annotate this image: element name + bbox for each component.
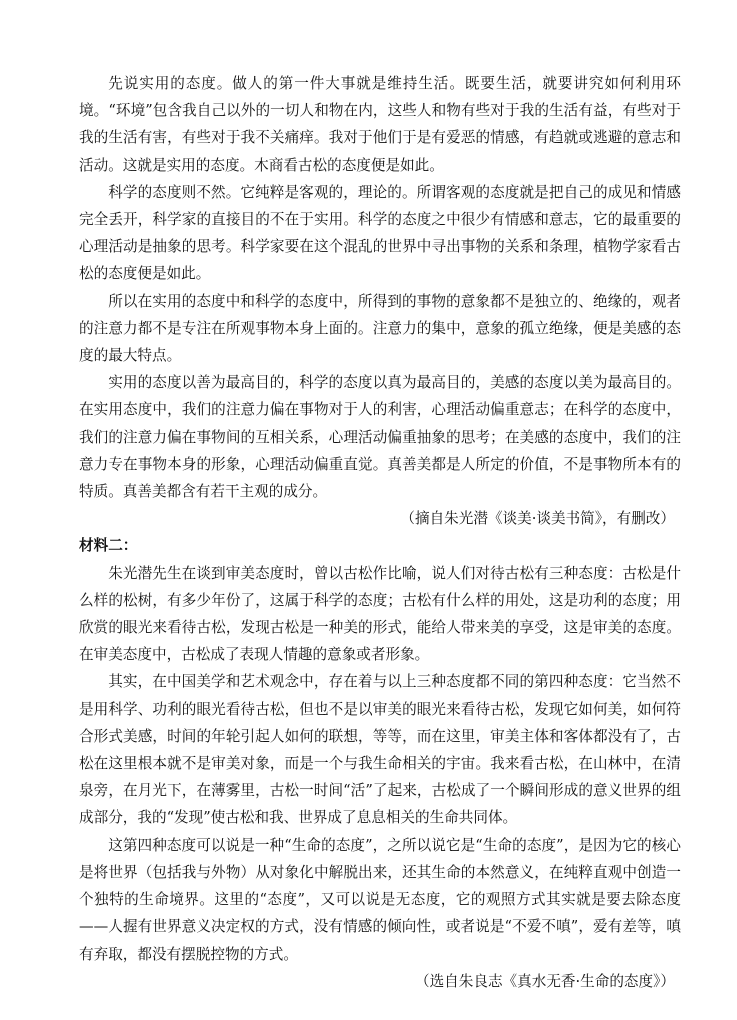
- paragraph: 其实，在中国美学和艺术观念中，存在着与以上三种态度都不同的第四种态度：它当然不是用科学、功利的眼光看待古松，但也不是以审美的眼光来看待古松，发现它如何美，如何符合形式美感，时间的年轮引起人如何的联想，等等，而在这里，审美主体和客体都没有了，古松在这里根本就不是审美对象，而是一个与我生命相关的宇宙。我来看古松，在山林中，在清泉旁，在月光下，在薄雾里，古松一时间“活”了起来，古松成了一个瞬间形成的意义世界的组成部分，我的“发现”使古松和我、世界成了息息相关的生命共同体。: [79, 673, 681, 827]
- paragraph: 先说实用的态度。做人的第一件大事就是维持生活。既要生活，就要讲究如何利用环境。“环境”包含我自己以外的一切人和物在内，这些人和物有些对于我的生活有益，有些对于我的生活有害，有些对于我不关痛痒。我对于他们于是有爱恶的情感，有趋就或逃避的意志和活动。这就是实用的态度。木商看古松的态度便是如此。: [79, 75, 681, 174]
- source-citation: （摘自朱光潜《谈美·谈美书简》，有删改）: [400, 510, 675, 528]
- paragraph: 这第四种态度可以说是一种“生命的态度”，之所以说它是“生命的态度”，是因为它的核心是将世界（包括我与外物）从对象化中解脱出来，还其生命的本然意义，在纯粹直观中创造一个独特的生命境界。这里的“态度”，又可以说是无态度，它的观照方式其实就是要去除态度——人握有世界意义决定权的方式，没有情感的倾向性，或者说是“不爱不嗔”，爱有差等，嗔有弃取，都没有摆脱控物的方式。: [79, 836, 681, 963]
- paragraph: 实用的态度以善为最高目的，科学的态度以真为最高目的，美感的态度以美为最高目的。在实用态度中，我们的注意力偏在事物对于人的利害，心理活动偏重意志；在科学的态度中，我们的注意力偏在事物间的互相关系，心理活动偏重抽象的思考；在美感的态度中，我们的注意力专在事物本身的形象，心理活动偏重直觉。真善美都是人所定的价值，不是事物所本有的特质。真善美都含有若干主观的成分。: [79, 374, 681, 501]
- paragraph: 科学的态度则不然。它纯粹是客观的，理论的。所谓客观的态度就是把自己的成见和情感完全丢开，科学家的直接目的不在于实用。科学的态度之中很少有情感和意志，它的最重要的心理活动是抽象的思考。科学家要在这个混乱的世界中寻出事物的关系和条理，植物学家看古松的态度便是如此。: [79, 183, 681, 283]
- material-two: [79, 532, 681, 994]
- paragraph: 所以在实用的态度中和科学的态度中，所得到的事物的意象都不是独立的、绝缘的，观者的注意力都不是专注在所观事物本身上面的。注意力的集中，意象的孤立绝缘，便是美感的态度的最大特点。: [79, 292, 681, 365]
- paragraph: 朱光潜先生在谈到审美态度时，曾以古松作比喻，说人们对待古松有三种态度：古松是什么样的松树，有多少年份了，这属于科学的态度；古松有什么样的用处，这是功利的态度；用欣赏的眼光来看待古松，发现古松是一种美的形式，能给人带来美的享受，这是审美的态度。在审美态度中，古松成了表现人情趣的意象或者形象。: [79, 564, 681, 664]
- section-heading: 材料二：: [79, 537, 138, 555]
- material-one: [79, 70, 681, 532]
- source-citation: （选自朱良志《真水无香·生命的态度》）: [414, 972, 675, 990]
